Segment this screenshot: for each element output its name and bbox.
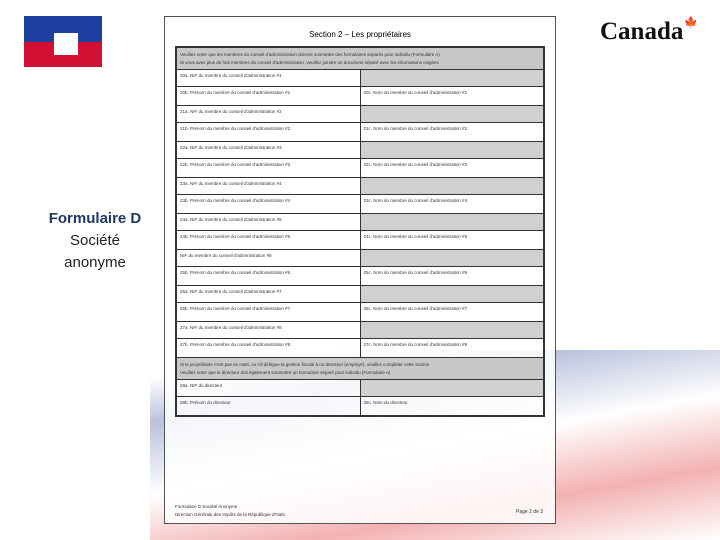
field-label-secondary: 25c. Nom du membre du conseil d'administration #6 bbox=[360, 267, 544, 285]
field-input[interactable] bbox=[360, 106, 544, 122]
form-row bbox=[177, 177, 543, 194]
canada-wordmark: Canada bbox=[600, 18, 684, 45]
intro-text: Veuillez noter que les membres du conseil d'administration doivent soumettre des formulaires séparés pour individu (Formulaire A) bbox=[180, 52, 440, 57]
form-row bbox=[177, 69, 543, 86]
intro-row bbox=[177, 48, 543, 69]
field-label: 22a. NIF du membre du conseil d'administration #3 bbox=[180, 145, 282, 150]
field-label: 22b. Prénom du membre du conseil d'administration #3 bbox=[180, 162, 291, 167]
field-label: 20a. NIF du membre du conseil d'administration #1 bbox=[180, 73, 282, 78]
form-subtitle-2: anonyme bbox=[64, 254, 126, 271]
form-row bbox=[177, 285, 543, 302]
field-label-secondary: 20c. Nom du membre du conseil d'administration #1 bbox=[360, 87, 544, 105]
field-input[interactable] bbox=[360, 380, 544, 396]
footer-form-name: Formulaire D Société Anonyme bbox=[175, 504, 238, 509]
canada-logo bbox=[600, 18, 698, 46]
form-row bbox=[177, 379, 543, 396]
form-row bbox=[177, 122, 543, 141]
field-input[interactable] bbox=[360, 214, 544, 230]
field-label-secondary: 24c. Nom du membre du conseil d'administration #5 bbox=[360, 231, 544, 249]
field-label: 28b. Prénom du directeur bbox=[180, 400, 231, 405]
field-label: 27a. NIF du membre du conseil d'administration #8 bbox=[180, 325, 282, 330]
field-input[interactable] bbox=[360, 322, 544, 338]
field-label: 28a. NIF du directeur bbox=[180, 383, 223, 388]
form-subtitle-1: Société bbox=[69, 232, 121, 249]
form-title: Formulaire D bbox=[48, 210, 142, 227]
field-label-secondary: 28c. Nom du directeur bbox=[360, 397, 544, 415]
field-label: 26b. Prénom du membre du conseil d'administration #7 bbox=[180, 306, 291, 311]
field-label: 21a. NIF du membre du conseil d'administration #2 bbox=[180, 109, 282, 114]
director-note-row bbox=[177, 357, 543, 379]
form-row bbox=[177, 213, 543, 230]
coat-of-arms-icon bbox=[54, 33, 78, 55]
form-row bbox=[177, 396, 543, 415]
haiti-flag bbox=[24, 16, 102, 67]
field-label: 26a. NIF du membre du conseil d'administration #7 bbox=[180, 289, 282, 294]
footer-agency: Direction Générale des Impôts de la République d'Haïti bbox=[175, 512, 285, 517]
field-label: 27b. Prénom du membre du conseil d'administration #8 bbox=[180, 342, 291, 347]
field-label: 25b. Prénom du membre du conseil d'administration #6 bbox=[180, 270, 291, 275]
field-label-secondary: 23c. Nom du membre du conseil d'administration #4 bbox=[360, 195, 544, 213]
field-label: 20b. Prénom du membre du conseil d'administration #1 bbox=[180, 90, 291, 95]
field-input[interactable] bbox=[360, 142, 544, 158]
field-input[interactable] bbox=[360, 178, 544, 194]
field-label: 23b. Prénom du membre du conseil d'administration #4 bbox=[180, 198, 291, 203]
note-text: Veuillez noter que le directeur doit également soumettre un formulaire séparé pour individu (Formulaire A) bbox=[180, 370, 391, 375]
field-label: 24a. NIF du membre du conseil d'administration #5 bbox=[180, 217, 282, 222]
form-row bbox=[177, 266, 543, 285]
field-label: 23a. NIF du membre du conseil d'administration #4 bbox=[180, 181, 282, 186]
field-label: NIF du membre du conseil d'administration #6 bbox=[180, 253, 272, 258]
field-label-secondary: 27c. Nom du membre du conseil d'administration #8 bbox=[360, 339, 544, 357]
intro-text: Si vous avez plus de huit membres du conseil d'administration, veuillez joindre un document séparé avec les informations exigées bbox=[180, 60, 439, 65]
section-title: Section 2 – Les propriétaires bbox=[309, 30, 411, 39]
form-row bbox=[177, 321, 543, 338]
document-page bbox=[164, 16, 556, 524]
form-row bbox=[177, 249, 543, 266]
field-input[interactable] bbox=[360, 250, 544, 266]
form-row bbox=[177, 158, 543, 177]
form-row bbox=[177, 302, 543, 321]
owners-form bbox=[175, 46, 545, 417]
page-number: Page 2 de 3 bbox=[516, 509, 543, 515]
field-label-secondary: 22c. Nom du membre du conseil d'administration #3 bbox=[360, 159, 544, 177]
form-row bbox=[177, 230, 543, 249]
form-row bbox=[177, 141, 543, 158]
form-row bbox=[177, 194, 543, 213]
note-text: Si le propriétaire n'est pas en Haïti, ou s'il délègue la gestion fiscale à un directeur (employé), veuillez compléter cette section bbox=[180, 362, 430, 367]
field-input[interactable] bbox=[360, 286, 544, 302]
maple-leaf-icon: 🍁 bbox=[684, 17, 699, 29]
field-label: 24b. Prénom du membre du conseil d'administration #5 bbox=[180, 234, 291, 239]
form-row bbox=[177, 338, 543, 357]
field-label-secondary: 26c. Nom du membre du conseil d'administration #7 bbox=[360, 303, 544, 321]
field-input[interactable] bbox=[360, 70, 544, 86]
footer bbox=[175, 503, 415, 519]
form-row bbox=[177, 105, 543, 122]
form-row bbox=[177, 86, 543, 105]
field-label: 21b. Prénom du membre du conseil d'administration #2 bbox=[180, 126, 291, 131]
field-label-secondary: 21c. Nom du membre du conseil d'administration #2 bbox=[360, 123, 544, 141]
form-caption bbox=[30, 208, 160, 274]
